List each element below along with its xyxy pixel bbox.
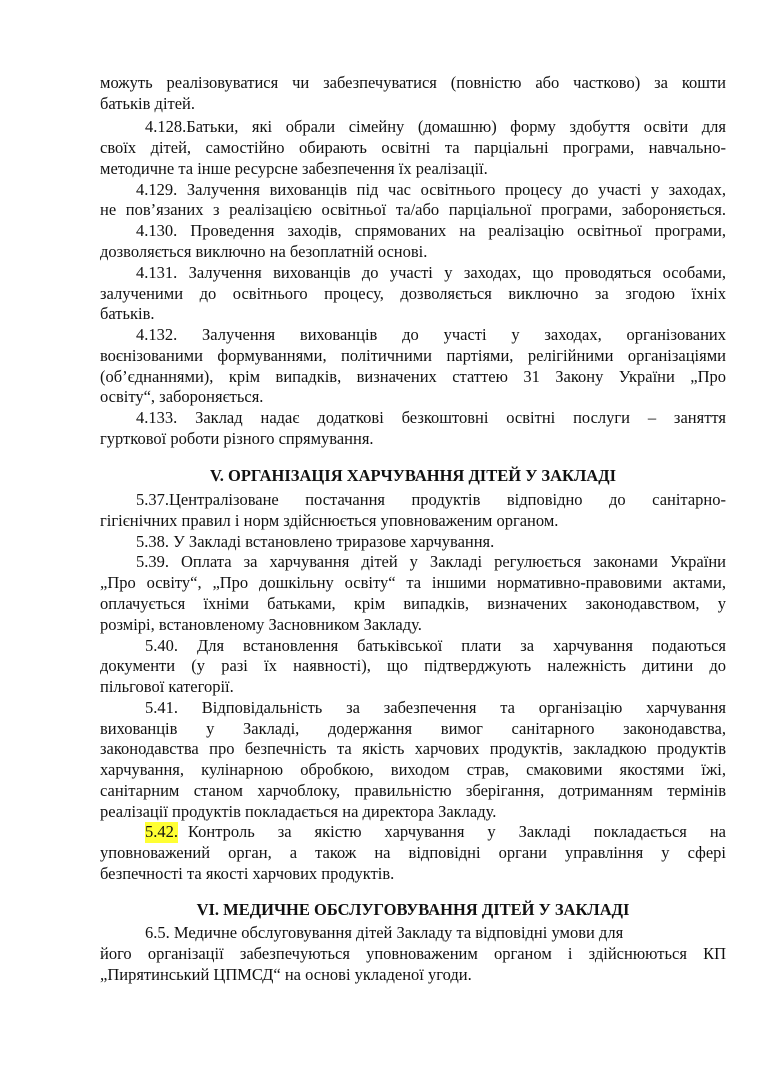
text-line: гігієнічних правил і норм здійснюється уповноваженим органом. [100, 511, 559, 530]
text-line: батьків. [100, 304, 155, 323]
text-line: не пов’язаних з реалізацією освітньої та/або парціальної програми, забороняється. [100, 200, 726, 219]
paragraph-4-133: 4.133. Заклад надає додаткові безкоштовні освітні послуги – заняття [136, 408, 726, 427]
text-line: залученими до освітнього процесу, дозволяється виключно за згодою їхніх [100, 284, 726, 303]
highlighted-number: 5.42. [145, 822, 178, 841]
paragraph-4-128: 4.128.Батьки, які обрали сімейну (домашню) форму здобуття освіти для [145, 117, 726, 136]
paragraph-6-5: 6.5. Медичне обслуговування дітей Закладу та відповідні умови для [145, 923, 624, 942]
section-heading-v: V. ОРГАНІЗАЦІЯ ХАРЧУВАННЯ ДІТЕЙ У ЗАКЛАДІ [209, 466, 616, 485]
text-line: харчування, кулінарною обробкою, виходом страв, смаковими якостями їжі, [100, 760, 726, 779]
section-heading-vi: VI. МЕДИЧНЕ ОБСЛУГОВУВАННЯ ДІТЕЙ У ЗАКЛАДІ [196, 900, 630, 919]
paragraph-4-132: 4.132. Залучення вихованців до участі у заходах, організованих [136, 325, 726, 344]
text-line: воєнізованими формуваннями, політичними партіями, релігійними організаціями [100, 346, 726, 365]
text-line: дозволяється виключно на безоплатній основі. [100, 242, 428, 261]
text-line: оплачується їхніми батьками, крім випадків, визначених законодавством, у [100, 594, 726, 613]
text-line: документи (у разі їх наявності), що підтверджують належність дитини до [100, 656, 726, 675]
paragraph-5-40: 5.40. Для встановлення батьківської плати за харчування подаються [145, 636, 726, 655]
paragraph-5-38: 5.38. У Закладі встановлено триразове харчування. [136, 532, 495, 551]
paragraph-5-37: 5.37.Централізоване постачання продуктів відповідно до санітарно- [136, 490, 726, 509]
paragraph-5-39: 5.39. Оплата за харчування дітей у Закладі регулюється законами України [136, 552, 726, 571]
text-line: законодавства про безпечність та якість харчових продуктів, закладкою продуктів [100, 739, 726, 758]
text-line: „Пирятинський ЦПМСД“ на основі укладеної угоди. [100, 965, 472, 984]
text-line: своїх дітей, самостійно обирають освітні та парціальні програми, навчально- [100, 138, 726, 157]
paragraph-5-41: 5.41. Відповідальність за забезпечення та організацію харчування [145, 698, 726, 717]
text-line: пільгової категорії. [100, 677, 234, 696]
paragraph-4-130: 4.130. Проведення заходів, спрямованих на реалізацію освітньої програми, [136, 221, 726, 240]
text-line: (об’єднаннями), крім випадків, визначених статтею 31 Закону України „Про [100, 367, 726, 386]
text-span: Контроль за якістю харчування у Закладі покладається на [188, 822, 726, 841]
text-line: розмірі, встановленому Засновником Закладу. [100, 615, 422, 634]
text-line: „Про освіту“, „Про дошкільну освіту“ та іншими нормативно-правовими актами, [100, 573, 726, 592]
text-line: безпечності та якості харчових продуктів. [100, 864, 395, 883]
text-line: методичне та інше ресурсне забезпечення їх реалізації. [100, 159, 488, 178]
paragraph-5-42 [145, 822, 726, 843]
paragraph-4-129: 4.129. Залучення вихованців під час освітнього процесу до участі у заходах, [136, 180, 726, 199]
text-line: можуть реалізовуватися чи забезпечуватися (повністю або частково) за кошти [100, 73, 726, 92]
text-line: батьків дітей. [100, 94, 196, 113]
text-line: його організації забезпечуються уповноваженим органом і здійснюються КП [100, 944, 726, 963]
paragraph-4-131: 4.131. Залучення вихованців до участі у заходах, що проводяться особами, [136, 263, 726, 282]
text-line: освіту“, забороняється. [100, 387, 264, 406]
text-line: вихованців у Закладі, додержання вимог санітарного законодавства, [100, 719, 726, 738]
text-line: уповноважений орган, а також на відповідні органи управління у сфері [100, 843, 726, 862]
text-line: реалізації продуктів покладається на директора Закладу. [100, 802, 497, 821]
text-line: санітарним станом харчоблоку, правильністю зберігання, дотриманням термінів [100, 781, 726, 800]
text-line: гурткової роботи різного спрямування. [100, 429, 374, 448]
